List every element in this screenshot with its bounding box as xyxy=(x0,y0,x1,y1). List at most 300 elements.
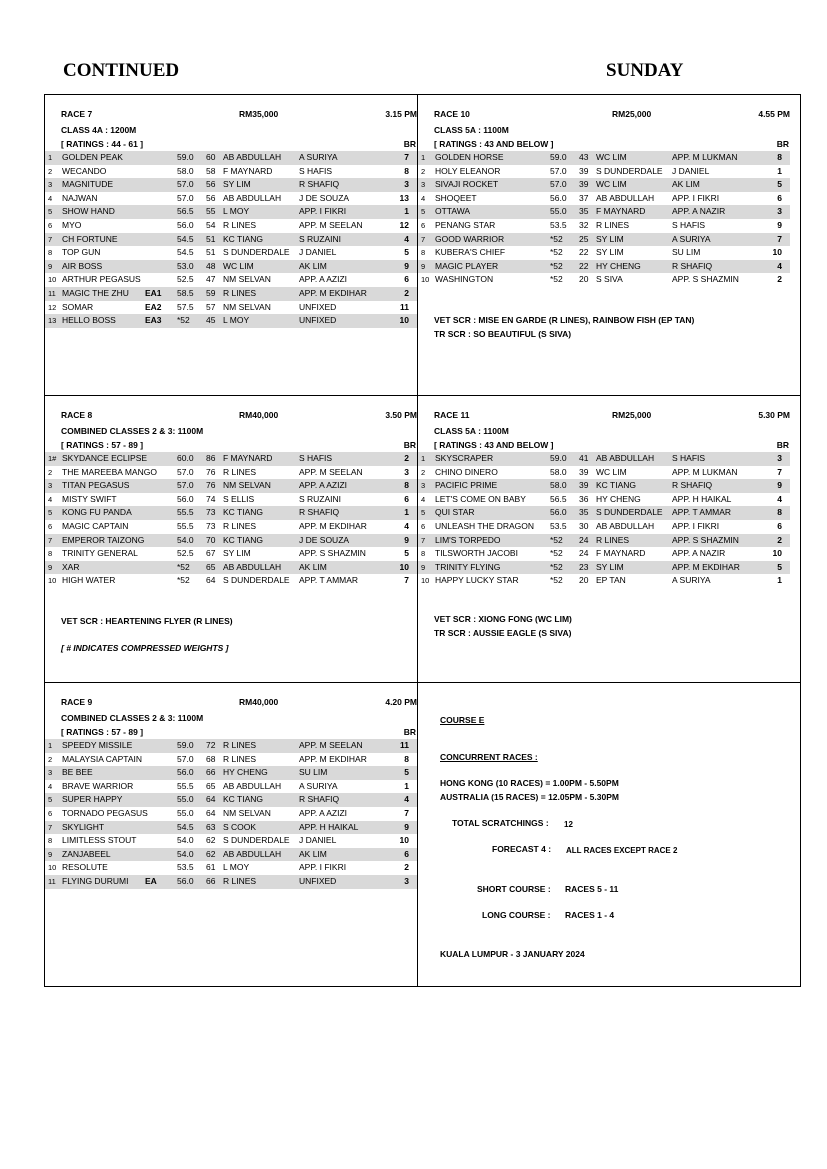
entry-row xyxy=(418,273,790,287)
weight: 58.0 xyxy=(550,480,567,491)
horse-name: BRAVE WARRIOR xyxy=(62,780,134,791)
jockey: R LINES xyxy=(223,740,257,750)
entry-row xyxy=(45,861,417,875)
entry-row xyxy=(418,165,790,179)
horse-name: HAPPY LUCKY STAR xyxy=(435,575,519,586)
total-scratchings-label: TOTAL SCRATCHINGS : xyxy=(452,818,549,828)
entry-number: 9 xyxy=(421,261,426,271)
rating: 67 xyxy=(206,548,216,559)
horse-name: SOMAR xyxy=(62,301,94,312)
trainer: APP. M EKDIHAR xyxy=(299,287,367,298)
entry-number: 5 xyxy=(48,207,53,217)
entry-row xyxy=(45,753,417,767)
trainer: A SURIYA xyxy=(299,152,338,162)
entry-row xyxy=(45,260,417,274)
weight: *52 xyxy=(550,247,563,258)
race-block xyxy=(418,396,790,684)
entry-number: 12 xyxy=(48,302,57,312)
jockey: WC LIM xyxy=(596,152,627,162)
rating: 74 xyxy=(206,493,216,504)
barrier: 7 xyxy=(404,807,409,818)
jockey: KC TIANG xyxy=(223,507,263,518)
barrier-header: BR xyxy=(776,139,789,149)
barrier: 3 xyxy=(404,875,409,886)
jockey: L MOY xyxy=(223,862,250,873)
rating: 24 xyxy=(579,548,589,559)
horse-name: ARTHUR PEGASUS xyxy=(62,274,141,285)
horse-name: TORNADO PEGASUS xyxy=(62,807,148,818)
rating: 63 xyxy=(206,821,216,832)
race-header xyxy=(61,697,417,709)
entry-row xyxy=(418,192,790,206)
entry-row xyxy=(45,233,417,247)
rating: 20 xyxy=(579,274,589,285)
trainer: S RUZAINI xyxy=(299,493,342,504)
barrier: 8 xyxy=(777,507,782,518)
race-header xyxy=(61,410,417,422)
trainer: APP. H HAIKAL xyxy=(299,821,359,832)
horse-name: SKYLIGHT xyxy=(62,821,105,832)
entry-number: 6 xyxy=(421,220,426,230)
entries-table xyxy=(45,739,417,889)
weight: 52.5 xyxy=(177,548,194,559)
race-title: RACE 7 xyxy=(61,109,93,119)
jockey: R LINES xyxy=(223,520,257,531)
barrier-header: BR xyxy=(776,440,789,450)
weight: *52 xyxy=(177,561,190,572)
entry-number: 10 xyxy=(421,275,430,285)
horse-name: TRINITY GENERAL xyxy=(62,548,138,559)
trainer: AK LIM xyxy=(299,561,327,572)
rating: 32 xyxy=(579,219,589,230)
jockey: AB ABDULLAH xyxy=(223,152,282,162)
entry-row xyxy=(45,287,417,301)
barrier: 3 xyxy=(777,453,782,463)
jockey: AB ABDULLAH xyxy=(596,453,655,463)
entry-number: 1 xyxy=(421,454,426,463)
race-9-panel xyxy=(45,683,417,971)
entry-row xyxy=(45,834,417,848)
barrier: 10 xyxy=(399,561,409,572)
rating: 37 xyxy=(579,192,589,203)
trainer: UNFIXED xyxy=(299,875,337,886)
horse-name: GOOD WARRIOR xyxy=(435,233,505,244)
horse-name: LIM'S TORPEDO xyxy=(435,534,501,545)
entry-number: 9 xyxy=(48,261,53,271)
horse-name: SIVAJI ROCKET xyxy=(435,179,499,190)
location-date: KUALA LUMPUR - 3 JANUARY 2024 xyxy=(440,949,585,959)
race-class: COMBINED CLASSES 2 & 3: 1100M xyxy=(61,426,204,436)
trainer: UNFIXED xyxy=(299,315,337,326)
entry-number: 8 xyxy=(48,549,53,559)
jockey: S COOK xyxy=(223,821,257,832)
horse-name: THE MAREEBA MANGO xyxy=(62,466,157,477)
trainer: R SHAFIQ xyxy=(299,794,340,805)
trainer: S HAFIS xyxy=(672,453,706,463)
entry-number: 4 xyxy=(48,781,53,791)
horse-name: PENANG STAR xyxy=(435,219,496,230)
entry-row xyxy=(45,151,417,165)
weight: 58.5 xyxy=(177,287,194,298)
entry-row xyxy=(45,165,417,179)
long-course-label: LONG COURSE : xyxy=(482,910,551,920)
weight: 56.0 xyxy=(550,192,567,203)
weight: 56.0 xyxy=(177,219,194,230)
australia-races: AUSTRALIA (15 RACES) = 12.05PM - 5.30PM xyxy=(440,792,619,802)
horse-name: TILSWORTH JACOBI xyxy=(435,548,518,559)
barrier: 1 xyxy=(404,507,409,518)
rating: 47 xyxy=(206,274,216,285)
jockey: KC TIANG xyxy=(596,480,636,491)
weight: 54.5 xyxy=(177,233,194,244)
barrier: 13 xyxy=(399,192,409,203)
entry-number: 5 xyxy=(421,207,426,217)
rating: 39 xyxy=(579,165,589,176)
entry-row xyxy=(45,273,417,287)
jockey: KC TIANG xyxy=(223,794,263,805)
race-note: [ # INDICATES COMPRESSED WEIGHTS ] xyxy=(61,643,229,653)
trainer: APP. M EKDIHAR xyxy=(299,753,367,764)
barrier: 3 xyxy=(404,466,409,477)
barrier: 5 xyxy=(404,767,409,778)
trainer: AK LIM xyxy=(299,848,327,859)
entry-number: 3 xyxy=(421,481,426,491)
barrier: 6 xyxy=(404,493,409,504)
race-ratings: [ RATINGS : 43 AND BELOW ] xyxy=(434,440,554,450)
barrier: 4 xyxy=(404,520,409,531)
race-class: CLASS 5A : 1100M xyxy=(434,426,509,436)
horse-name: SKYSCRAPER xyxy=(435,453,494,463)
trainer: APP. M LUKMAN xyxy=(672,152,738,162)
weight: 56.0 xyxy=(550,507,567,518)
rating: 41 xyxy=(579,453,589,463)
entry-row xyxy=(45,739,417,753)
entry-row xyxy=(45,534,417,548)
jockey: S SIVA xyxy=(596,274,623,285)
weight: 59.0 xyxy=(550,453,567,463)
race-purse: RM25,000 xyxy=(612,410,652,420)
weight: 56.0 xyxy=(177,875,194,886)
horse-name: FLYING DURUMI xyxy=(62,875,129,886)
barrier: 2 xyxy=(404,287,409,298)
rating: 30 xyxy=(579,520,589,531)
entry-row xyxy=(45,520,417,534)
horse-name: OTTAWA xyxy=(435,206,471,217)
trainer: APP. S SHAZMIN xyxy=(672,534,739,545)
trainer: APP. T AMMAR xyxy=(672,507,732,518)
entry-row xyxy=(418,219,790,233)
weight: 60.0 xyxy=(177,453,194,463)
horse-name: MAGIC CAPTAIN xyxy=(62,520,129,531)
entry-row xyxy=(418,534,790,548)
weight: 58.0 xyxy=(177,165,194,176)
trainer: R SHAFIQ xyxy=(299,179,340,190)
entry-number: 6 xyxy=(48,220,53,230)
rating: 39 xyxy=(579,179,589,190)
weight: 53.5 xyxy=(550,520,567,531)
barrier: 1 xyxy=(777,165,782,176)
rating: 45 xyxy=(206,315,216,326)
horse-name: BE BEE xyxy=(62,767,93,778)
trainer: APP. I FIKRI xyxy=(299,206,347,217)
jockey: HY CHENG xyxy=(596,260,641,271)
entry-row xyxy=(418,260,790,274)
barrier: 6 xyxy=(777,192,782,203)
trainer: R SHAFIQ xyxy=(299,507,340,518)
weight: *52 xyxy=(177,315,190,326)
horse-name: WECANDO xyxy=(62,165,107,176)
entry-row xyxy=(418,246,790,260)
entry-number: 3 xyxy=(48,481,53,491)
race-7-panel xyxy=(45,95,417,383)
jockey: HY CHENG xyxy=(596,493,641,504)
barrier: 9 xyxy=(404,260,409,271)
entry-row xyxy=(418,233,790,247)
barrier: 4 xyxy=(777,260,782,271)
rating: 54 xyxy=(206,219,216,230)
entry-number: 7 xyxy=(48,535,53,545)
trainer: J DE SOUZA xyxy=(299,192,350,203)
race-title: RACE 8 xyxy=(61,410,93,420)
barrier: 4 xyxy=(404,233,409,244)
barrier: 5 xyxy=(777,179,782,190)
jockey: NM SELVAN xyxy=(223,480,271,491)
weight: 55.0 xyxy=(550,206,567,217)
rating: 35 xyxy=(579,206,589,217)
entry-row xyxy=(45,780,417,794)
jockey: AB ABDULLAH xyxy=(223,780,282,791)
horse-name: TOP GUN xyxy=(62,247,101,258)
weight: 57.0 xyxy=(177,192,194,203)
jockey: R LINES xyxy=(223,287,257,298)
barrier: 10 xyxy=(399,835,409,846)
trainer: APP. S SHAZMIN xyxy=(672,274,739,285)
rating: 64 xyxy=(206,794,216,805)
short-course-label: SHORT COURSE : xyxy=(477,884,551,894)
jockey: KC TIANG xyxy=(223,233,263,244)
rating: 39 xyxy=(579,480,589,491)
barrier: 6 xyxy=(777,520,782,531)
entry-number: 4 xyxy=(421,494,426,504)
barrier: 2 xyxy=(404,862,409,873)
meeting-info-panel xyxy=(418,683,790,987)
jockey: SY LIM xyxy=(596,233,624,244)
weight: 54.0 xyxy=(177,848,194,859)
barrier: 7 xyxy=(777,233,782,244)
trainer: APP. S SHAZMIN xyxy=(299,548,366,559)
entry-number: 4 xyxy=(421,193,426,203)
barrier: 2 xyxy=(404,453,409,463)
weight: 55.5 xyxy=(177,520,194,531)
horse-name: LIMITLESS STOUT xyxy=(62,835,137,846)
entry-number: 5 xyxy=(421,508,426,518)
jockey: AB ABDULLAH xyxy=(223,192,282,203)
entry-row xyxy=(418,574,790,588)
race-ratings: [ RATINGS : 57 - 89 ] xyxy=(61,440,144,450)
horse-name: LET'S COME ON BABY xyxy=(435,493,526,504)
race-ratings: [ RATINGS : 57 - 89 ] xyxy=(61,727,144,737)
race-time: 5.30 PM xyxy=(758,410,790,420)
trainer: APP. M SEELAN xyxy=(299,219,363,230)
trainer: S HAFIS xyxy=(299,165,333,176)
entries-table xyxy=(45,151,417,328)
entry-row xyxy=(45,479,417,493)
entry-row xyxy=(45,301,417,315)
entry-number: 8 xyxy=(48,248,53,258)
jockey: R LINES xyxy=(596,219,630,230)
rating: 64 xyxy=(206,807,216,818)
weight: 54.0 xyxy=(177,835,194,846)
entry-number: 2 xyxy=(48,467,53,477)
jockey: AB ABDULLAH xyxy=(596,520,655,531)
weight: *52 xyxy=(550,534,563,545)
jockey: F MAYNARD xyxy=(223,453,273,463)
race-card-grid xyxy=(44,94,801,987)
jockey: R LINES xyxy=(223,219,257,230)
entry-number: 5 xyxy=(48,795,53,805)
entry-row xyxy=(45,178,417,192)
weight: 56.0 xyxy=(177,767,194,778)
trainer: R SHAFIQ xyxy=(672,260,713,271)
entry-number: 1# xyxy=(48,454,57,463)
race-header xyxy=(434,410,790,422)
barrier: 6 xyxy=(404,848,409,859)
weight: 57.0 xyxy=(550,179,567,190)
rating: 65 xyxy=(206,780,216,791)
entry-number: 6 xyxy=(421,521,426,531)
race-purse: RM40,000 xyxy=(239,697,279,707)
rating: 62 xyxy=(206,835,216,846)
course-label: COURSE E xyxy=(440,715,485,725)
jockey: NM SELVAN xyxy=(223,301,271,312)
horse-name: PACIFIC PRIME xyxy=(435,480,498,491)
race-time: 4.20 PM xyxy=(385,697,417,707)
trainer: APP. I FIKRI xyxy=(672,192,720,203)
barrier: 10 xyxy=(772,247,782,258)
entry-row xyxy=(45,205,417,219)
jockey: S DUNDERDALE xyxy=(596,165,663,176)
entry-number: 4 xyxy=(48,494,53,504)
entry-number: 1 xyxy=(48,153,53,162)
entry-row xyxy=(45,246,417,260)
rating: 70 xyxy=(206,534,216,545)
rating: 36 xyxy=(579,493,589,504)
entry-number: 9 xyxy=(48,562,53,572)
weight: 55.0 xyxy=(177,794,194,805)
race-header xyxy=(434,109,790,121)
entry-row xyxy=(45,493,417,507)
entry-row xyxy=(45,574,417,588)
rating: 61 xyxy=(206,862,216,873)
trainer: APP. A NAZIR xyxy=(672,206,726,217)
barrier: 4 xyxy=(777,493,782,504)
weight: 53.5 xyxy=(550,219,567,230)
entry-number: 7 xyxy=(48,234,53,244)
jockey: R LINES xyxy=(223,875,257,886)
barrier: 12 xyxy=(399,219,409,230)
jockey: NM SELVAN xyxy=(223,274,271,285)
jockey: AB ABDULLAH xyxy=(223,848,282,859)
entry-number: 10 xyxy=(48,863,57,873)
entry-number: 8 xyxy=(421,248,426,258)
entry-number: 9 xyxy=(48,849,53,859)
weight: *52 xyxy=(550,575,563,586)
barrier-header: BR xyxy=(403,727,416,737)
rating: 23 xyxy=(579,561,589,572)
horse-name: UNLEASH THE DRAGON xyxy=(435,520,535,531)
race-time: 3.50 PM xyxy=(385,410,417,420)
entries-table xyxy=(418,452,790,588)
barrier: 11 xyxy=(400,301,409,312)
entry-number: 9 xyxy=(421,562,426,572)
barrier: 5 xyxy=(777,561,782,572)
rating: 60 xyxy=(206,152,216,162)
rating: 51 xyxy=(206,247,216,258)
jockey: F MAYNARD xyxy=(596,206,646,217)
entry-row xyxy=(45,875,417,889)
barrier: 7 xyxy=(777,466,782,477)
jockey: AB ABDULLAH xyxy=(223,561,282,572)
weight: *52 xyxy=(550,561,563,572)
entry-row xyxy=(45,766,417,780)
short-course-value: RACES 5 - 11 xyxy=(565,884,619,894)
jockey: SY LIM xyxy=(596,247,624,258)
jockey: S DUNDERDALE xyxy=(223,835,290,846)
trainer: J DANIEL xyxy=(672,165,710,176)
rating: 24 xyxy=(579,534,589,545)
horse-name: EMPEROR TAIZONG xyxy=(62,534,145,545)
weight: 55.5 xyxy=(177,507,194,518)
rating: 55 xyxy=(206,206,216,217)
race-time: 3.15 PM xyxy=(385,109,417,119)
horse-name: MAGNITUDE xyxy=(62,179,113,190)
horse-name: HIGH WATER xyxy=(62,575,116,586)
entry-row xyxy=(418,479,790,493)
barrier: 1 xyxy=(404,780,409,791)
barrier-header: BR xyxy=(403,440,416,450)
race-block xyxy=(45,396,417,684)
trainer: APP. M SEELAN xyxy=(299,466,363,477)
trainer: A SURIYA xyxy=(299,780,338,791)
jockey: F MAYNARD xyxy=(223,165,273,176)
race-block xyxy=(45,683,417,971)
entry-row xyxy=(45,793,417,807)
barrier: 1 xyxy=(777,575,782,586)
entry-row xyxy=(418,506,790,520)
race-block xyxy=(45,95,417,383)
horse-name: GOLDEN PEAK xyxy=(62,152,123,162)
barrier-header: BR xyxy=(403,139,416,149)
entry-number: 11 xyxy=(48,288,56,298)
jockey: HY CHENG xyxy=(223,767,268,778)
jockey: SY LIM xyxy=(223,548,251,559)
weight: 55.0 xyxy=(177,807,194,818)
emergency-tag: EA3 xyxy=(145,315,162,326)
jockey: WC LIM xyxy=(223,260,254,271)
rating: 64 xyxy=(206,575,216,586)
barrier: 7 xyxy=(404,152,409,162)
barrier: 8 xyxy=(404,480,409,491)
barrier: 10 xyxy=(399,315,409,326)
weight: 57.0 xyxy=(177,466,194,477)
horse-name: XAR xyxy=(62,561,80,572)
entry-row xyxy=(45,547,417,561)
barrier: 9 xyxy=(404,534,409,545)
trainer: APP. I FIKRI xyxy=(672,520,720,531)
rating: 56 xyxy=(206,179,216,190)
horse-name: AIR BOSS xyxy=(62,260,103,271)
entry-number: 11 xyxy=(48,876,56,886)
